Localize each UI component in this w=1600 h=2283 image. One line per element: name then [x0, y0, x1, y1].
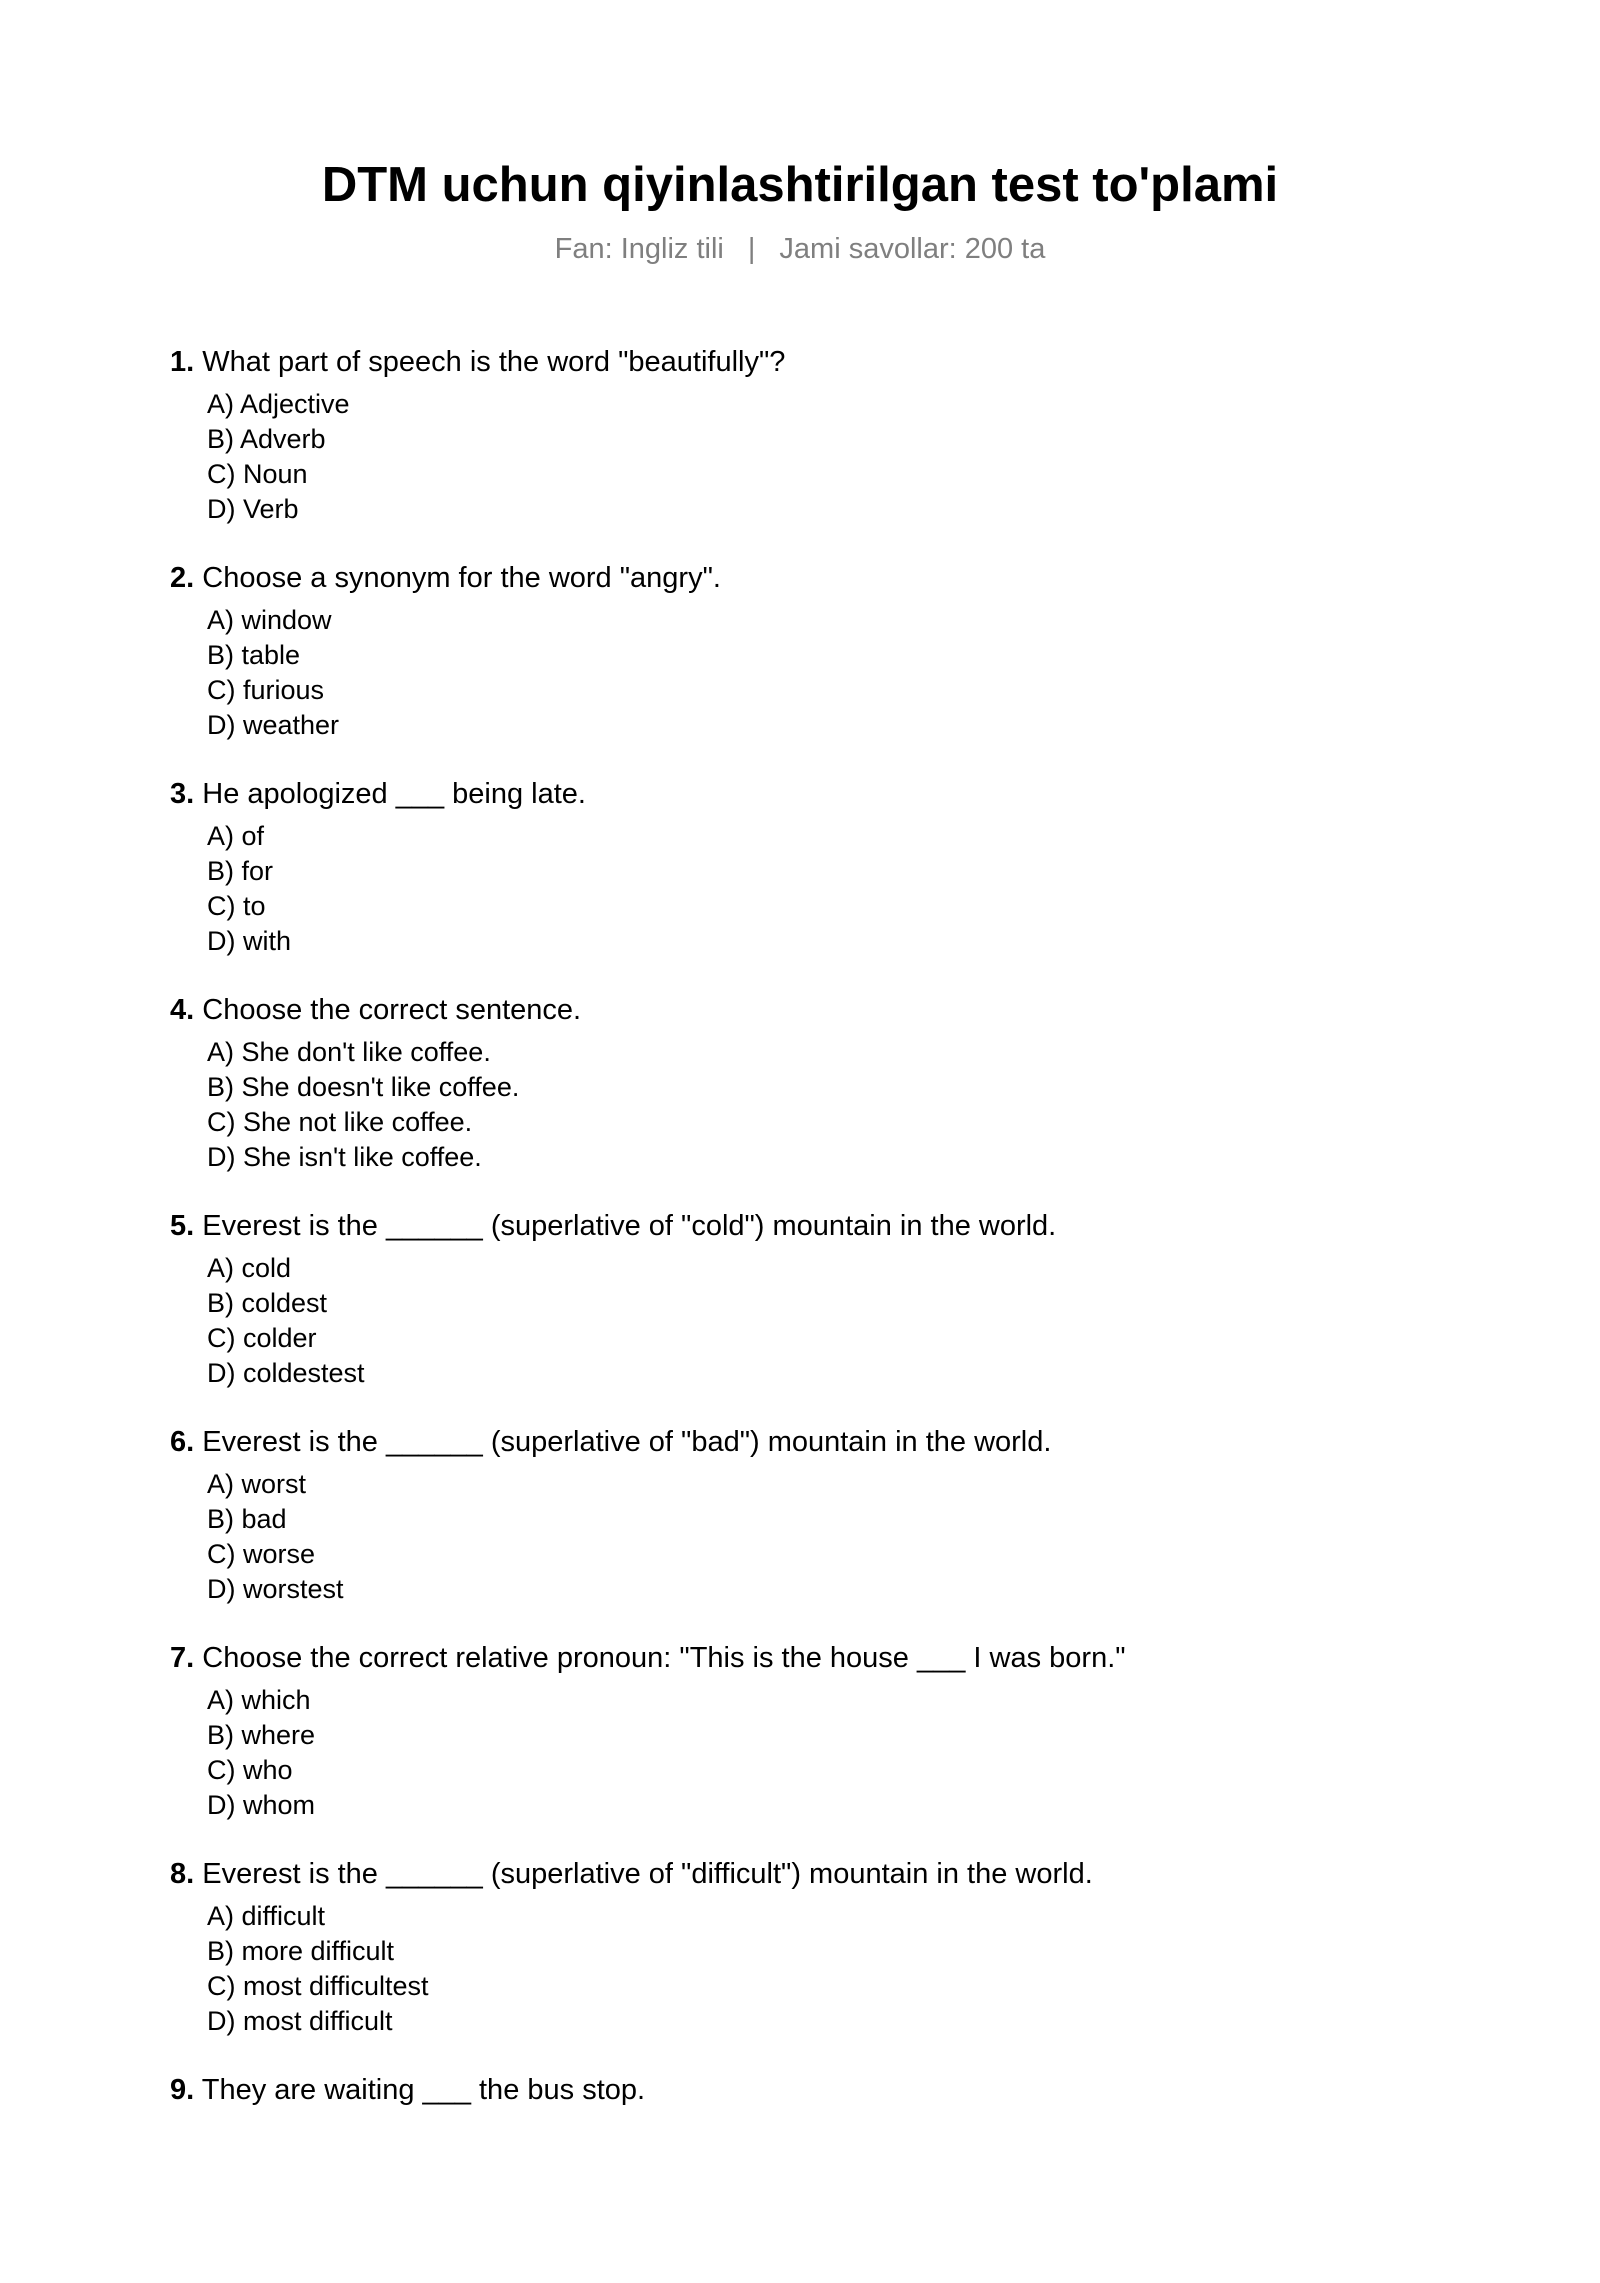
answer-option: D) She isn't like coffee.	[207, 1142, 482, 1172]
answer-options	[170, 1035, 1470, 1175]
answer-option: A) difficult	[207, 1901, 326, 1931]
answer-option: A) worst	[207, 1469, 307, 1499]
answer-option: D) most difficult	[207, 2006, 393, 2036]
question-item	[170, 987, 1470, 1203]
subject-label: Fan: Ingliz tili	[554, 233, 724, 265]
question-item	[170, 1851, 1470, 2067]
meta-separator: |	[747, 233, 756, 265]
answer-options	[170, 819, 1470, 959]
question-prompt: Everest is the ______ (superlative of "cold") mountain in the world.	[202, 1210, 1057, 1242]
question-text	[170, 1851, 1470, 1897]
question-item	[170, 771, 1470, 987]
question-prompt: He apologized ___ being late.	[202, 778, 586, 810]
question-prompt: What part of speech is the word "beautifully"?	[202, 346, 786, 378]
question-text	[170, 555, 1470, 601]
answer-option: B) where	[207, 1720, 316, 1750]
answer-option: D) whom	[207, 1790, 316, 1820]
question-number: 4.	[170, 994, 195, 1026]
question-prompt: Choose the correct relative pronoun: "This is the house ___ I was born."	[202, 1642, 1126, 1674]
answer-option: B) Adverb	[207, 424, 326, 454]
answer-option: C) worse	[207, 1539, 316, 1569]
answer-option: C) Noun	[207, 459, 308, 489]
answer-options	[170, 387, 1470, 527]
question-number: 6.	[170, 1426, 195, 1458]
document-title: DTM uchun qiyinlashtirilgan test to'plami	[321, 158, 1279, 212]
answer-option: C) furious	[207, 675, 325, 705]
question-text	[170, 771, 1470, 817]
question-list	[170, 339, 1470, 2283]
question-text	[170, 1203, 1470, 1249]
answer-option: D) weather	[207, 710, 340, 740]
answer-option: A) She don't like coffee.	[207, 1037, 491, 1067]
answer-options	[170, 1467, 1470, 1607]
question-text	[170, 1635, 1470, 1681]
document-meta	[0, 230, 1600, 268]
answer-option: D) Verb	[207, 494, 299, 524]
answer-option: B) table	[207, 640, 301, 670]
answer-option: A) of	[207, 821, 265, 851]
question-text	[170, 987, 1470, 1033]
question-prompt: They are waiting ___ the bus stop.	[201, 2074, 646, 2106]
answer-options	[170, 603, 1470, 743]
question-item	[170, 555, 1470, 771]
answer-option: B) bad	[207, 1504, 287, 1534]
question-prompt: Everest is the ______ (superlative of "bad") mountain in the world.	[202, 1426, 1052, 1458]
question-prompt: Everest is the ______ (superlative of "difficult") mountain in the world.	[202, 1858, 1093, 1890]
question-number: 7.	[170, 1642, 195, 1674]
question-item	[170, 1419, 1470, 1635]
question-prompt: Choose the correct sentence.	[202, 994, 582, 1026]
question-text	[170, 339, 1470, 385]
answer-option: A) window	[207, 605, 332, 635]
answer-option: D) with	[207, 926, 292, 956]
question-prompt: Choose a synonym for the word "angry".	[202, 562, 721, 594]
answer-option: C) who	[207, 1755, 293, 1785]
answer-options	[170, 1899, 1470, 2039]
answer-option: D) coldestest	[207, 1358, 365, 1388]
question-number: 3.	[170, 778, 195, 810]
total-questions-label: Jami savollar: 200 ta	[779, 233, 1046, 265]
question-number: 5.	[170, 1210, 195, 1242]
answer-option: C) She not like coffee.	[207, 1107, 473, 1137]
answer-options	[170, 1683, 1470, 1823]
question-item	[170, 339, 1470, 555]
answer-option: C) colder	[207, 1323, 317, 1353]
question-number: 2.	[170, 562, 195, 594]
question-text	[170, 1419, 1470, 1465]
answer-option: B) more difficult	[207, 1936, 395, 1966]
question-number: 1.	[170, 346, 195, 378]
answer-options	[170, 1251, 1470, 1391]
answer-option: B) She doesn't like coffee.	[207, 1072, 520, 1102]
answer-option: A) Adjective	[207, 389, 350, 419]
question-item	[170, 1635, 1470, 1851]
answer-option: C) most difficultest	[207, 1971, 429, 2001]
answer-option: B) coldest	[207, 1288, 328, 1318]
answer-option: B) for	[207, 856, 274, 886]
question-number: 8.	[170, 1858, 195, 1890]
question-text	[170, 2067, 1470, 2113]
question-number: 9.	[170, 2074, 195, 2106]
question-item	[170, 1203, 1470, 1419]
answer-option: A) cold	[207, 1253, 292, 1283]
answer-option: D) worstest	[207, 1574, 344, 1604]
answer-option: C) to	[207, 891, 266, 921]
question-item	[170, 2067, 1470, 2283]
answer-option: A) which	[207, 1685, 311, 1715]
